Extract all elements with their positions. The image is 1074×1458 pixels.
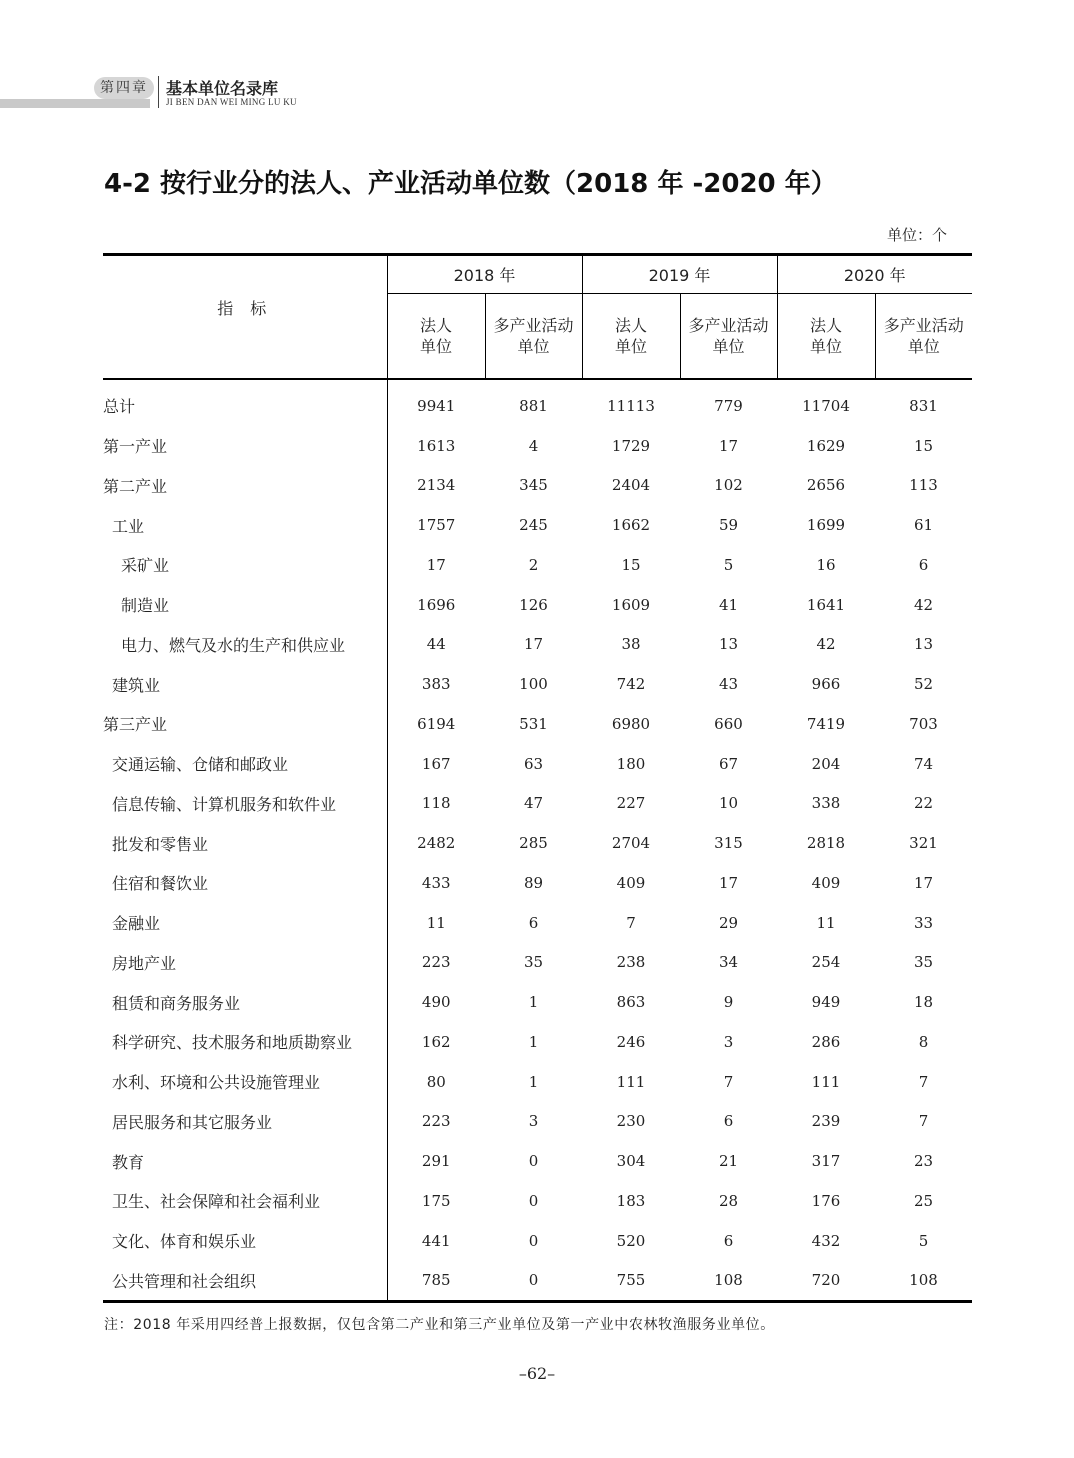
header-line: 多产业活动 — [493, 316, 574, 335]
value-cell: 35 — [523, 953, 544, 972]
value-cell: 15 — [913, 436, 934, 455]
year-header: 2020 年 — [777, 255, 972, 294]
value-cell: 245 — [519, 516, 548, 535]
value-cell: 11 — [426, 913, 446, 932]
value-cell: 863 — [616, 993, 646, 1012]
value-cell: 409 — [811, 873, 841, 892]
value-cell: 520 — [616, 1231, 646, 1250]
value-cell: 1 — [528, 1032, 539, 1051]
value-cell: 223 — [421, 1112, 451, 1131]
value-cell: 17 — [426, 555, 446, 574]
row-label: 公共管理和社会组织 — [103, 1261, 387, 1302]
value-cell: 6 — [723, 1112, 734, 1131]
row-label: 教育 — [103, 1141, 387, 1181]
table-row — [103, 1022, 972, 1062]
header-line: 法人 — [419, 316, 452, 335]
header-divider — [158, 76, 159, 108]
table-row — [103, 943, 972, 983]
value-cell: 2656 — [806, 476, 846, 495]
value-cell: 2818 — [806, 834, 846, 853]
row-label: 文化、体育和娱乐业 — [103, 1221, 387, 1261]
table-row — [103, 784, 972, 824]
value-cell: 13 — [718, 635, 739, 654]
row-label: 建筑业 — [103, 664, 387, 704]
value-cell: 239 — [811, 1112, 841, 1131]
value-cell: 18 — [913, 993, 934, 1012]
value-cell: 6 — [723, 1231, 734, 1250]
row-label: 信息传输、计算机服务和软件业 — [103, 784, 387, 824]
value-cell: 17 — [913, 873, 934, 892]
value-cell: 246 — [616, 1032, 646, 1051]
col-header-legal-units — [777, 294, 875, 380]
value-cell: 59 — [718, 516, 739, 535]
table-row — [103, 466, 972, 506]
value-cell: 11704 — [802, 396, 850, 415]
value-cell: 227 — [616, 794, 646, 813]
value-cell: 15 — [621, 555, 641, 574]
value-cell: 11113 — [607, 396, 655, 415]
header-line: 单位 — [809, 337, 842, 356]
value-cell: 42 — [816, 635, 836, 654]
row-label: 租赁和商务服务业 — [103, 982, 387, 1022]
value-cell: 13 — [913, 635, 934, 654]
value-cell: 34 — [718, 953, 739, 972]
value-cell: 17 — [718, 436, 739, 455]
value-cell: 7 — [918, 1112, 929, 1131]
value-cell: 1613 — [417, 436, 456, 455]
col-header-multi-activity-units — [680, 294, 777, 380]
value-cell: 16 — [816, 555, 836, 574]
year-header: 2019 年 — [582, 255, 777, 294]
value-cell: 304 — [616, 1152, 646, 1171]
table-row — [103, 704, 972, 744]
value-cell: 345 — [519, 476, 548, 495]
table-row — [103, 1221, 972, 1261]
value-cell: 113 — [909, 476, 938, 495]
value-cell: 285 — [519, 834, 548, 853]
table-row — [103, 1102, 972, 1142]
spacer-cell — [875, 379, 972, 386]
value-cell: 779 — [714, 396, 743, 415]
col-header-legal-units — [387, 294, 485, 380]
value-cell: 6 — [528, 913, 539, 932]
value-cell: 162 — [421, 1032, 451, 1051]
header-line: 多产业活动 — [883, 316, 964, 335]
value-cell: 2 — [528, 555, 539, 574]
table-row — [103, 625, 972, 665]
value-cell: 204 — [811, 754, 841, 773]
value-cell: 33 — [913, 913, 934, 932]
value-cell: 47 — [523, 794, 544, 813]
value-cell: 38 — [621, 635, 641, 654]
value-cell: 5 — [723, 555, 734, 574]
row-label: 批发和零售业 — [103, 823, 387, 863]
value-cell: 6194 — [417, 714, 456, 733]
page-title: 4-2 按行业分的法人、产业活动单位数（2018 年 -2020 年） — [104, 169, 837, 199]
value-cell: 108 — [875, 1261, 972, 1302]
value-cell: 1757 — [417, 516, 456, 535]
table-row — [103, 1261, 972, 1302]
spacer-cell — [387, 379, 485, 386]
value-cell: 9941 — [417, 396, 456, 415]
row-label: 住宿和餐饮业 — [103, 863, 387, 903]
value-cell: 238 — [616, 953, 646, 972]
chapter-pinyin: JI BEN DAN WEI MING LU KU — [166, 97, 297, 107]
value-cell: 409 — [616, 873, 646, 892]
value-cell: 0 — [528, 1152, 539, 1171]
value-cell: 6 — [918, 555, 929, 574]
value-cell: 703 — [909, 714, 938, 733]
value-cell: 118 — [421, 794, 451, 813]
header-decor-bar — [0, 99, 150, 108]
col-header-legal-units — [582, 294, 680, 380]
page-number: –62– — [518, 1364, 556, 1383]
table-body — [103, 379, 972, 1302]
data-table — [103, 253, 972, 1303]
value-cell: 223 — [421, 953, 451, 972]
value-cell: 254 — [811, 953, 841, 972]
value-cell: 102 — [714, 476, 743, 495]
value-cell: 1662 — [611, 516, 651, 535]
value-cell: 660 — [714, 714, 743, 733]
value-cell: 111 — [811, 1072, 841, 1091]
value-cell: 100 — [519, 675, 548, 694]
header-line: 单位 — [907, 337, 940, 356]
value-cell: 175 — [421, 1191, 451, 1210]
value-cell: 338 — [811, 794, 841, 813]
value-cell: 89 — [523, 873, 544, 892]
spacer-cell — [485, 379, 582, 386]
table-row — [103, 863, 972, 903]
header-line: 单位 — [517, 337, 550, 356]
value-cell: 0 — [528, 1191, 539, 1210]
row-label: 居民服务和其它服务业 — [103, 1102, 387, 1142]
row-label: 交通运输、仓储和邮政业 — [103, 744, 387, 784]
value-cell: 1609 — [611, 595, 651, 614]
value-cell: 7 — [626, 913, 636, 932]
header-line: 法人 — [614, 316, 647, 335]
value-cell: 321 — [909, 834, 938, 853]
row-label: 卫生、社会保障和社会福利业 — [103, 1181, 387, 1221]
value-cell: 383 — [421, 675, 451, 694]
value-cell: 1629 — [806, 436, 846, 455]
row-label: 科学研究、技术服务和地质勘察业 — [103, 1022, 387, 1062]
header-line: 单位 — [419, 337, 452, 356]
row-label: 房地产业 — [103, 943, 387, 983]
row-label: 第二产业 — [103, 466, 387, 506]
table-row — [103, 1141, 972, 1181]
row-label: 总计 — [103, 386, 387, 426]
value-cell: 25 — [913, 1191, 934, 1210]
value-cell: 1729 — [611, 436, 651, 455]
value-cell: 433 — [421, 873, 451, 892]
value-cell: 755 — [582, 1261, 680, 1302]
value-cell: 2482 — [417, 834, 456, 853]
value-cell: 17 — [523, 635, 544, 654]
value-cell: 432 — [811, 1231, 841, 1250]
value-cell: 490 — [421, 993, 451, 1012]
table-row — [103, 823, 972, 863]
value-cell: 42 — [913, 595, 934, 614]
value-cell: 52 — [913, 675, 934, 694]
value-cell: 23 — [913, 1152, 934, 1171]
value-cell: 183 — [616, 1191, 646, 1210]
year-header: 2018 年 — [387, 255, 582, 294]
col-header-multi-activity-units — [485, 294, 582, 380]
header-line: 单位 — [614, 337, 647, 356]
value-cell: 4 — [528, 436, 539, 455]
footnote: 注：2018 年采用四经普上报数据，仅包含第二产业和第三产业单位及第一产业中农林牧渔服务业单位。 — [104, 1317, 775, 1333]
value-cell: 3 — [723, 1032, 734, 1051]
value-cell: 286 — [811, 1032, 841, 1051]
table-row — [103, 505, 972, 545]
table-row — [103, 982, 972, 1022]
value-cell: 7419 — [806, 714, 846, 733]
value-cell: 10 — [718, 794, 739, 813]
value-cell: 441 — [421, 1231, 451, 1250]
value-cell: 35 — [913, 953, 934, 972]
value-cell: 881 — [519, 396, 548, 415]
value-cell: 9 — [723, 993, 734, 1012]
value-cell: 742 — [616, 675, 646, 694]
value-cell: 63 — [523, 754, 544, 773]
value-cell: 7 — [918, 1072, 929, 1091]
value-cell: 0 — [528, 1231, 539, 1250]
value-cell: 176 — [811, 1191, 841, 1210]
header-line: 多产业活动 — [688, 316, 769, 335]
chapter-badge: 第四章 — [94, 77, 154, 99]
table-row — [103, 664, 972, 704]
value-cell: 6980 — [611, 714, 651, 733]
row-label: 第一产业 — [103, 426, 387, 466]
value-cell: 5 — [918, 1231, 929, 1250]
unit-label: 单位：个 — [886, 226, 947, 244]
value-cell: 111 — [616, 1072, 646, 1091]
row-label: 制造业 — [103, 585, 387, 625]
value-cell: 67 — [718, 754, 739, 773]
value-cell: 2134 — [417, 476, 456, 495]
header-line: 单位 — [712, 337, 745, 356]
value-cell: 21 — [718, 1152, 739, 1171]
value-cell: 949 — [811, 993, 841, 1012]
row-label: 金融业 — [103, 903, 387, 943]
value-cell: 22 — [913, 794, 934, 813]
value-cell: 167 — [421, 754, 451, 773]
header-line: 法人 — [809, 316, 842, 335]
value-cell: 2404 — [611, 476, 651, 495]
spacer-cell — [680, 379, 777, 386]
value-cell: 180 — [616, 754, 646, 773]
spacer-cell — [582, 379, 680, 386]
value-cell: 531 — [519, 714, 548, 733]
table-header — [103, 255, 972, 380]
value-cell: 315 — [714, 834, 743, 853]
value-cell: 80 — [426, 1072, 446, 1091]
spacer-cell — [103, 379, 387, 386]
value-cell: 43 — [718, 675, 739, 694]
value-cell: 61 — [913, 516, 934, 535]
table-row — [103, 744, 972, 784]
value-cell: 28 — [718, 1191, 739, 1210]
value-cell: 41 — [718, 595, 739, 614]
value-cell: 831 — [909, 396, 938, 415]
value-cell: 44 — [426, 635, 446, 654]
value-cell: 108 — [680, 1261, 777, 1302]
value-cell: 1699 — [806, 516, 846, 535]
value-cell: 126 — [519, 595, 548, 614]
value-cell: 1 — [528, 993, 539, 1012]
value-cell: 29 — [718, 913, 739, 932]
value-cell: 8 — [918, 1032, 929, 1051]
value-cell: 74 — [913, 754, 934, 773]
value-cell: 2704 — [611, 834, 651, 853]
value-cell: 785 — [387, 1261, 485, 1302]
table-row — [103, 1062, 972, 1102]
value-cell: 17 — [718, 873, 739, 892]
table-row — [103, 903, 972, 943]
row-label: 工业 — [103, 505, 387, 545]
table-row — [103, 585, 972, 625]
row-label: 采矿业 — [103, 545, 387, 585]
indicator-header: 指 标 — [103, 255, 387, 380]
col-header-multi-activity-units — [875, 294, 972, 380]
value-cell: 966 — [811, 675, 841, 694]
value-cell: 1 — [528, 1072, 539, 1091]
value-cell: 720 — [777, 1261, 875, 1302]
value-cell: 0 — [485, 1261, 582, 1302]
value-cell: 11 — [816, 913, 836, 932]
value-cell: 1696 — [417, 595, 456, 614]
value-cell: 3 — [528, 1112, 539, 1131]
row-label: 电力、燃气及水的生产和供应业 — [103, 625, 387, 665]
spacer-row — [103, 379, 972, 386]
value-cell: 317 — [811, 1152, 841, 1171]
value-cell: 1641 — [806, 595, 846, 614]
value-cell: 7 — [723, 1072, 734, 1091]
table-row — [103, 386, 972, 426]
value-cell: 291 — [421, 1152, 451, 1171]
chapter-title: 基本单位名录库 — [166, 79, 279, 98]
spacer-cell — [777, 379, 875, 386]
table-row — [103, 545, 972, 585]
value-cell: 230 — [616, 1112, 646, 1131]
table-row — [103, 426, 972, 466]
row-label: 第三产业 — [103, 704, 387, 744]
table-row — [103, 1181, 972, 1221]
row-label: 水利、环境和公共设施管理业 — [103, 1062, 387, 1102]
